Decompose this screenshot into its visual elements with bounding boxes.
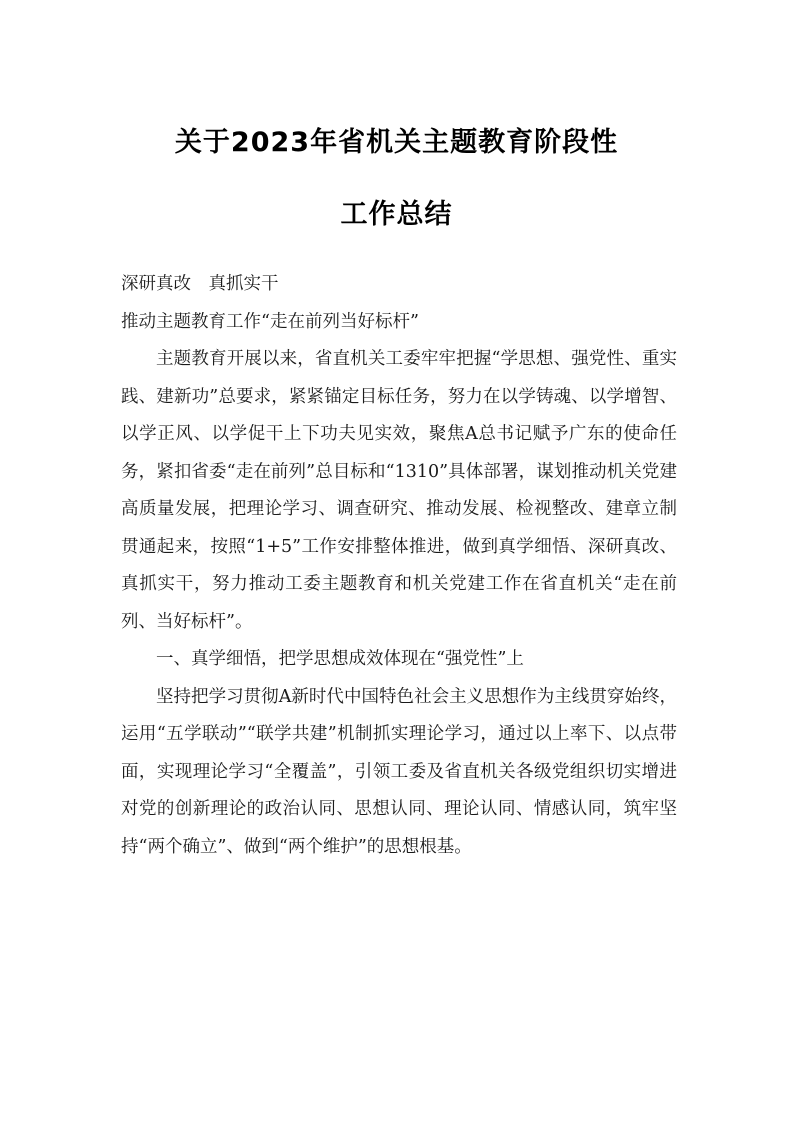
document-title-line-1: 关于2023年省机关主题教育阶段性: [174, 127, 619, 158]
paragraph-section-1: 坚持把学习贯彻A新时代中国特色社会主义思想作为主线贯穿始终，运用“五学联动”“联学共建”机制抓实理论学习，通过以上率下、以点带面，实现理论学习“全覆盖”，引领工委及省直机关各级党组织切实增进对党的创新理论的政治认同、思想认同、理论认同、情感认同，筑牢坚持“两个确立”、做到“两个维护”的思想根基。: [121, 686, 677, 857]
section-heading-1: 一、真学细悟，把学思想成效体现在“强党性”上: [156, 649, 524, 669]
subtitle-line-1: 深研真改 真抓实干: [121, 274, 279, 294]
paragraph-intro: 主题教育开展以来，省直机关工委牢牢把握“学思想、强党性、重实践、建新功”总要求，紧紧锚定目标任务，努力在以学铸魂、以学增智、以学正风、以学促干上下功夫见实效，聚焦A总书记赋予广东的使命任务，紧扣省委“走在前列”总目标和“1310”具体部署，谋划推动机关党建高质量发展，把理论学习、调查研究、推动发展、检视整改、建章立制贯通起来，按照“1+5”工作安排整体推进，做到真学细悟、深研真改、真抓实干，努力推动工委主题教育和机关党建工作在省直机关“走在前列、当好标杆”。: [121, 349, 677, 632]
document-title-line-2: 工作总结: [340, 199, 453, 230]
document-body: [121, 266, 677, 866]
subtitle-line-2: 推动主题教育工作“走在前列当好标杆”: [121, 311, 419, 332]
